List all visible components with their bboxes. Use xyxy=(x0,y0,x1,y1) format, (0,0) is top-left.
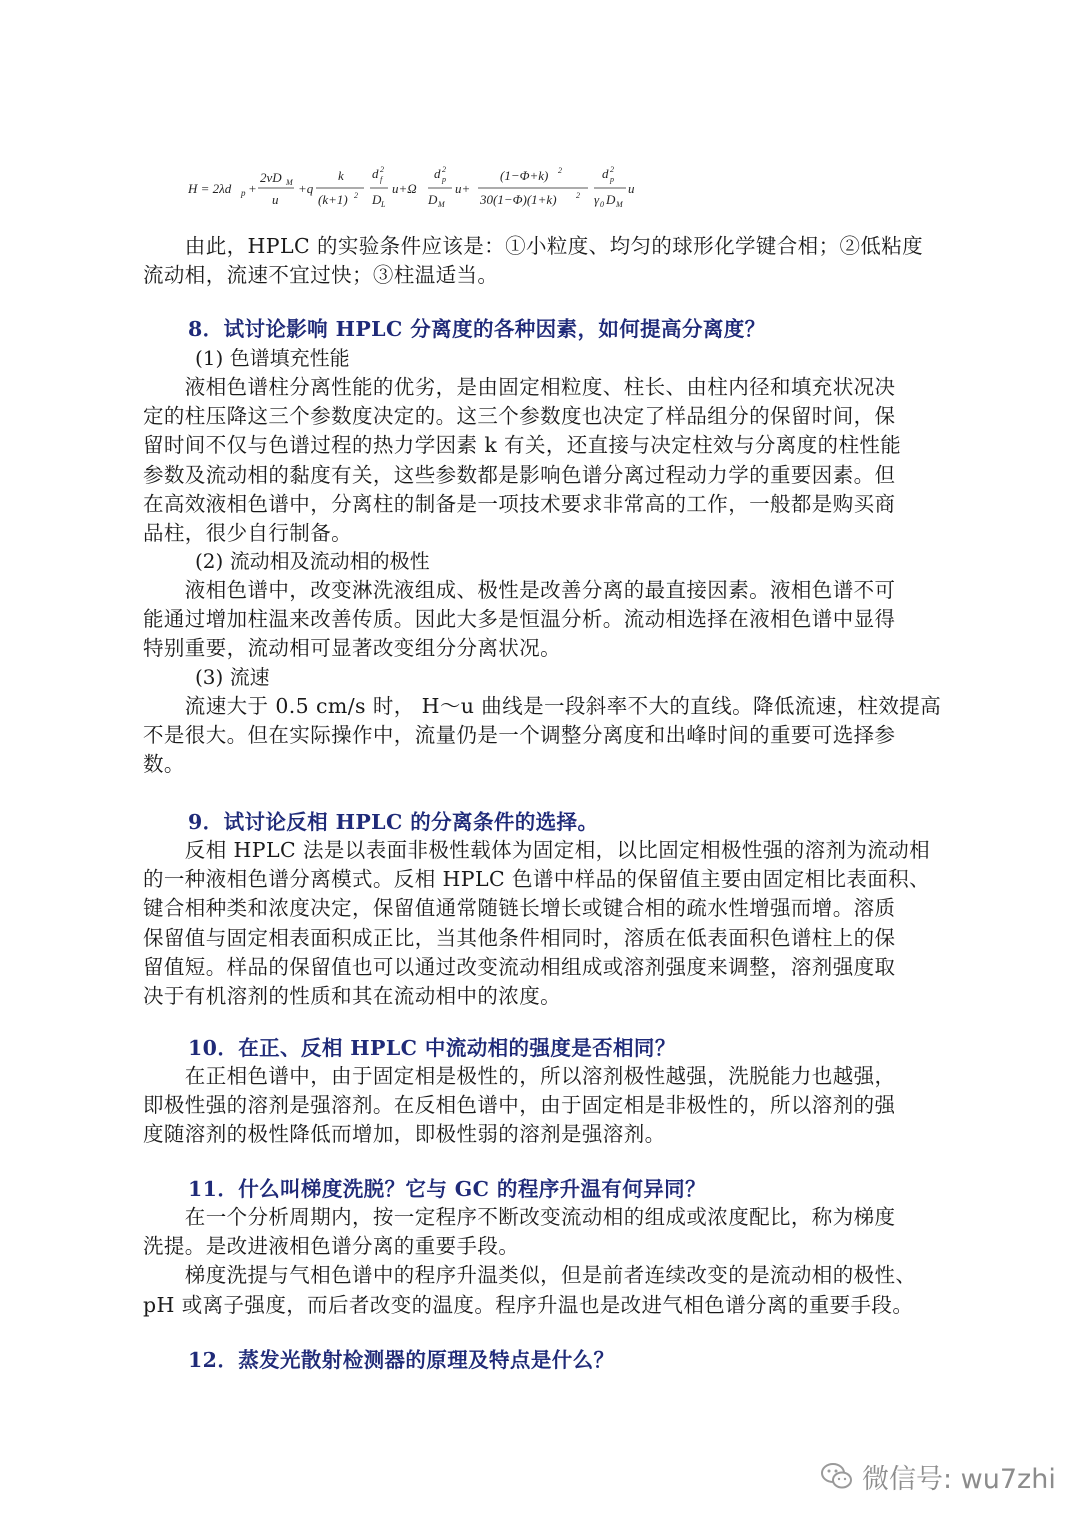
q8-subheading-2: (2) 流动相及流动相的极性 xyxy=(195,549,430,573)
svg-text:f: f xyxy=(380,175,383,184)
paragraph-line: 在一个分析周期内，按一定程序不断改变流动相的组成或浓度配比，称为梯度 xyxy=(143,1205,896,1229)
paragraph-line: 能通过增加柱温来改善传质。因此大多是恒温分析。流动相选择在液相色谱中显得 xyxy=(143,607,896,632)
paragraph-line: 流动相，流速不宜过快；③柱温适当。 xyxy=(143,263,499,288)
svg-text:(k+1): (k+1) xyxy=(318,192,348,207)
svg-text:d: d xyxy=(434,166,441,181)
watermark-text: 微信号: wu7zhi xyxy=(862,1463,1056,1495)
paragraph-line: 品柱，很少自行制备。 xyxy=(143,521,352,546)
paragraph-line: 流速大于 0.5 cm/s 时， H～u 曲线是一段斜率不大的直线。降低流速，柱效提高 xyxy=(143,694,942,718)
intro-paragraph xyxy=(143,232,943,290)
svg-text:2: 2 xyxy=(442,165,446,174)
q8-subheading-1: (1) 色谱填充性能 xyxy=(195,346,350,370)
paragraph-line: 特别重要，流动相可显著改变组分分离状况。 xyxy=(143,636,561,661)
svg-text:u+Ω: u+Ω xyxy=(392,181,417,196)
q8-paragraph-1 xyxy=(143,373,943,548)
question-8-heading: 8．试讨论影响 HPLC 分离度的各种因素，如何提高分离度？ xyxy=(188,317,766,341)
paragraph-line: 留值短。样品的保留值也可以通过改变流动相组成或溶剂强度来调整，溶剂强度取 xyxy=(143,954,896,979)
q10-paragraph xyxy=(143,1062,943,1150)
paragraph-line: 决于有机溶剂的性质和其在流动相中的浓度。 xyxy=(143,984,561,1009)
svg-text:γ: γ xyxy=(594,192,600,207)
svg-text:D: D xyxy=(428,192,438,207)
question-11-heading: 11．什么叫梯度洗脱？它与 GC 的程序升温有何异同？ xyxy=(188,1177,706,1201)
svg-text:0: 0 xyxy=(600,200,604,209)
svg-text:D: D xyxy=(606,192,616,207)
q8-paragraph-2 xyxy=(143,576,943,664)
paragraph-line: 在正相色谱中，由于固定相是极性的，所以溶剂极性越强，洗脱能力也越强， xyxy=(143,1064,896,1088)
q11-paragraph xyxy=(143,1203,943,1320)
svg-text:30(1−Φ)(1+k): 30(1−Φ)(1+k) xyxy=(480,192,557,207)
svg-text:u+: u+ xyxy=(455,181,471,196)
svg-text:d: d xyxy=(372,166,379,181)
svg-text:+q: +q xyxy=(298,181,314,196)
paragraph-line: 留时间不仅与色谱过程的热力学因素 k 有关，还直接与决定柱效与分离度的柱性能 xyxy=(143,433,902,458)
paragraph-line: 数。 xyxy=(143,752,185,777)
paragraph-line: pH 或离子强度，而后者改变的温度。程序升温也是改进气相色谱分离的重要手段。 xyxy=(143,1292,914,1317)
svg-text:2: 2 xyxy=(380,165,384,174)
formula-lhs: H = 2λd xyxy=(188,181,232,196)
paragraph-line: 保留值与固定相表面积成正比，当其他条件相同时，溶质在低表面积色谱柱上的保 xyxy=(143,925,896,950)
wechat-icon xyxy=(820,1461,854,1491)
paragraph-line: 键合相种类和浓度决定，保留值通常随链长增长或键合相的疏水性增强而增。溶质 xyxy=(143,896,896,921)
svg-text:2: 2 xyxy=(576,191,580,200)
svg-text:d: d xyxy=(602,166,609,181)
svg-text:p: p xyxy=(241,188,246,198)
q8-paragraph-3 xyxy=(143,692,943,780)
paragraph-line: 梯度洗提与气相色谱中的程序升温类似，但是前者连续改变的是流动相的极性、 xyxy=(143,1263,917,1288)
paragraph-line: 由此，HPLC 的实验条件应该是：①小粒度、均匀的球形化学键合相；②低粘度 xyxy=(143,234,924,258)
wechat-watermark xyxy=(820,1456,1056,1496)
paragraph-line: 即极性强的溶剂是强溶剂。在反相色谱中，由于固定相是非极性的，所以溶剂的强 xyxy=(143,1093,896,1118)
paragraph-line: 度随溶剂的极性降低而增加，即极性弱的溶剂是强溶剂。 xyxy=(143,1122,666,1147)
svg-text:u: u xyxy=(628,181,635,196)
q9-paragraph xyxy=(143,836,943,1011)
svg-text:M: M xyxy=(438,200,445,209)
paragraph-line: 洗提。是改进液相色谱分离的重要手段。 xyxy=(143,1234,520,1259)
paragraph-line: 反相 HPLC 法是以表面非极性载体为固定相，以比固定相极性强的溶剂为流动相 xyxy=(143,838,930,862)
svg-text:2: 2 xyxy=(610,165,614,174)
question-9-heading: 9．试讨论反相 HPLC 的分离条件的选择。 xyxy=(188,810,599,834)
svg-text:p: p xyxy=(610,175,614,184)
paragraph-line: 液相色谱柱分离性能的优劣，是由固定相粒度、柱长、由柱内径和填充状况决 xyxy=(143,375,896,399)
svg-text:2νD: 2νD xyxy=(260,170,282,185)
svg-text:2: 2 xyxy=(558,166,562,175)
hplc-van-deemter-formula xyxy=(188,158,848,218)
svg-text:2: 2 xyxy=(354,191,358,200)
svg-text:L: L xyxy=(381,200,386,209)
svg-text:k: k xyxy=(338,168,344,183)
question-12-heading: 12．蒸发光散射检测器的原理及特点是什么？ xyxy=(188,1348,615,1372)
svg-text:+: + xyxy=(248,181,257,196)
svg-text:D: D xyxy=(372,192,382,207)
q8-subheading-3: (3) 流速 xyxy=(195,665,270,689)
paragraph-line: 在高效液相色谱中，分离柱的制备是一项技术要求非常高的工作，一般都是购买商 xyxy=(143,491,896,516)
paragraph-line: 液相色谱中，改变淋洗液组成、极性是改善分离的最直接因素。液相色谱不可 xyxy=(143,578,896,602)
question-10-heading: 10．在正、反相 HPLC 中流动相的强度是否相同？ xyxy=(188,1036,676,1060)
paragraph-line: 定的柱压降这三个参数度决定的。这三个参数度也决定了样品组分的保留时间，保 xyxy=(143,404,896,429)
svg-text:(1−Φ+k): (1−Φ+k) xyxy=(500,168,549,183)
svg-text:u: u xyxy=(272,192,279,207)
svg-text:M: M xyxy=(286,178,293,187)
paragraph-line: 的一种液相色谱分离模式。反相 HPLC 色谱中样品的保留值主要由固定相比表面积、 xyxy=(143,867,930,892)
svg-text:p: p xyxy=(442,175,446,184)
paragraph-line: 不是很大。但在实际操作中，流量仍是一个调整分离度和出峰时间的重要可选择参 xyxy=(143,723,896,748)
paragraph-line: 参数及流动相的黏度有关，这些参数都是影响色谱分离过程动力学的重要因素。但 xyxy=(143,462,896,487)
svg-text:M: M xyxy=(616,200,623,209)
